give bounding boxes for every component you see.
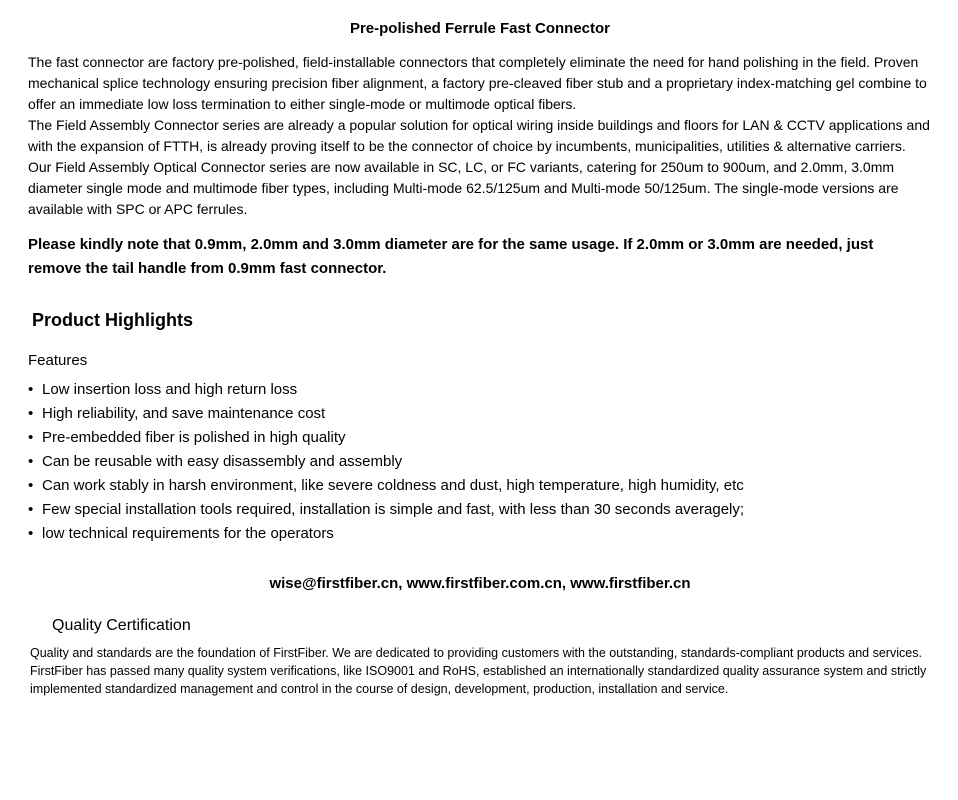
features-label: Features <box>28 352 88 369</box>
bullet-marker: • <box>28 381 34 398</box>
bullet-marker: • <box>28 405 34 422</box>
list-item <box>28 498 932 522</box>
features-list <box>28 378 932 546</box>
page-title: Pre-polished Ferrule Fast Connector <box>349 20 611 37</box>
list-item <box>28 402 932 426</box>
list-item-text: Can work stably in harsh environment, like severe coldness and dust, high temperature, high humidity, etc <box>42 477 744 494</box>
list-item <box>28 378 932 402</box>
bullet-marker: • <box>28 453 34 470</box>
list-item <box>28 474 932 498</box>
bullet-marker: • <box>28 501 34 518</box>
intro-paragraph-1: The fast connector are factory pre-polished, field-installable connectors that completely eliminate the need for hand polishing in the field. Proven mechanical splice technology ensuring precision fiber alignment, a factory pre-cleaved fiber stub and a proprietary index-matching gel combine to offer an immediate low loss termination to either single-mode or multimode optical fibers. <box>28 54 927 112</box>
list-item <box>28 450 932 474</box>
intro-paragraph-2: The Field Assembly Connector series are already a popular solution for optical wiring inside buildings and floors for LAN & CCTV applications and with the expansion of FTTH, is already proving itself to be the connector of choice by incumbents, municipalities, utilities & alternative carriers. Our Field Assembly Optical Connector series are now available in SC, LC, or FC variants, catering for 250um to 900um, and 2.0mm, 3.0mm diameter single mode and multimode fiber types, including Multi-mode 62.5/125um and Multi-mode 50/125um. The single-mode versions are available with SPC or APC ferrules. <box>28 117 930 217</box>
quality-certification-body: Quality and standards are the foundation of FirstFiber. We are dedicated to providing customers with the outstanding, standards-compliant products and services. FirstFiber has passed many quality system verifications, like ISO9001 and RoHS, established an internationally standardized quality assurance system and strictly implemented standardized management and control in the course of design, development, production, installation and service. <box>30 646 927 696</box>
list-item <box>28 426 932 450</box>
section-heading-product-highlights: Product Highlights <box>32 310 193 330</box>
list-item-text: low technical requirements for the operators <box>42 525 334 542</box>
contact-line: wise@firstfiber.cn, www.firstfiber.com.cn, www.firstfiber.cn <box>269 575 691 592</box>
section-heading-quality-certification: Quality Certification <box>52 617 191 634</box>
list-item-text: High reliability, and save maintenance cost <box>42 405 326 422</box>
list-item <box>28 522 932 546</box>
usage-note: Please kindly note that 0.9mm, 2.0mm and 3.0mm diameter are for the same usage. If 2.0mm or 3.0mm are needed, just remove the tail handle from 0.9mm fast connector. <box>28 236 874 277</box>
bullet-marker: • <box>28 429 34 446</box>
list-item-text: Pre-embedded fiber is polished in high quality <box>42 429 346 446</box>
bullet-marker: • <box>28 525 34 542</box>
bullet-marker: • <box>28 477 34 494</box>
list-item-text: Low insertion loss and high return loss <box>42 381 298 398</box>
list-item-text: Few special installation tools required, installation is simple and fast, with less than 30 seconds averagely; <box>42 501 745 518</box>
list-item-text: Can be reusable with easy disassembly and assembly <box>42 453 403 470</box>
